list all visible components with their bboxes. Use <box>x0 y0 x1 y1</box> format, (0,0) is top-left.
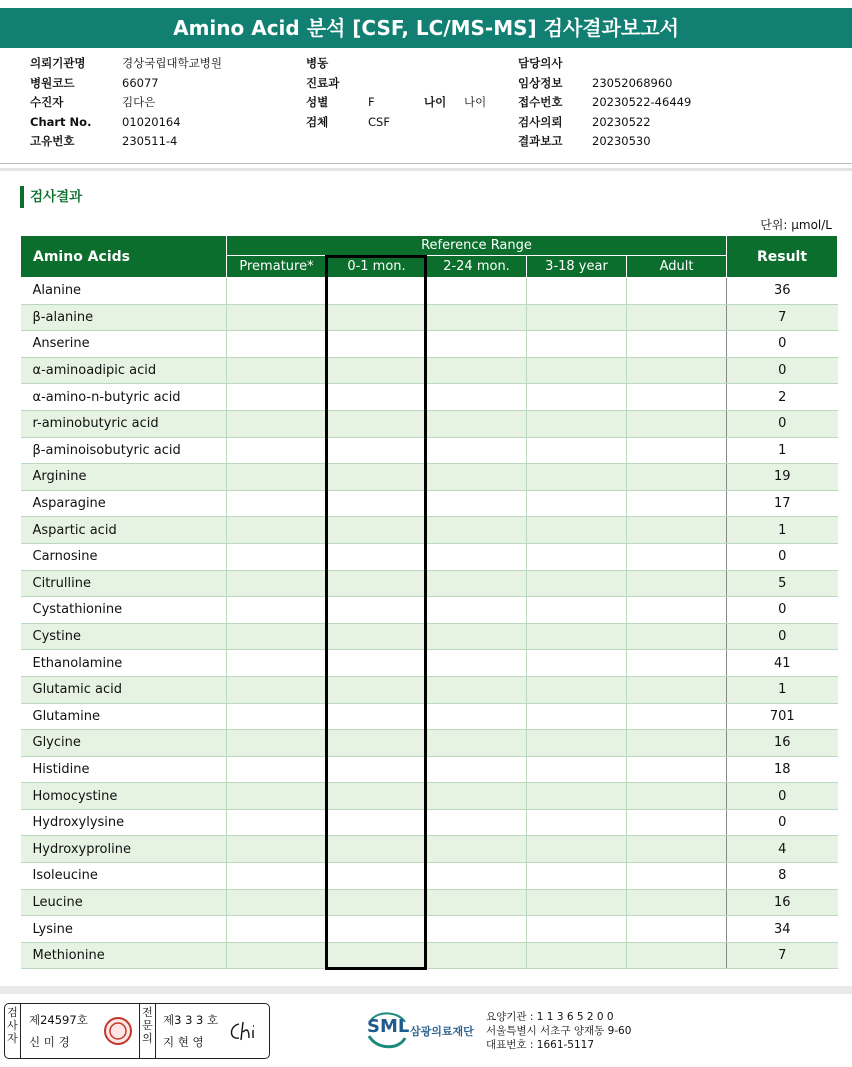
reference-cell <box>427 730 527 757</box>
header-2-24-mon: 2-24 mon. <box>427 256 527 278</box>
signature-icon <box>227 1018 265 1044</box>
table-row <box>21 331 838 358</box>
reference-cell <box>527 730 627 757</box>
reference-cell <box>327 809 427 836</box>
reference-cell <box>527 384 627 411</box>
reference-cell <box>327 703 427 730</box>
reference-cell <box>227 703 327 730</box>
reference-cell <box>627 331 727 358</box>
reference-cell <box>627 357 727 384</box>
header-0-1-mon: 0-1 mon. <box>327 256 427 278</box>
reference-cell <box>427 623 527 650</box>
info-row: 접수번호 20230522-46449 <box>518 95 692 109</box>
table-row <box>21 889 838 916</box>
reference-cell <box>527 916 627 943</box>
result-value: 34 <box>727 916 838 943</box>
result-value: 1 <box>727 437 838 464</box>
reference-cell <box>527 464 627 491</box>
reference-cell <box>527 490 627 517</box>
table-row <box>21 783 838 810</box>
info-row: 수진자 김다은 <box>30 95 156 109</box>
result-value: 1 <box>727 676 838 703</box>
reference-cell <box>327 650 427 677</box>
reference-cell <box>427 437 527 464</box>
amino-acid-name: Glutamine <box>21 703 227 730</box>
reference-cell <box>427 942 527 969</box>
sml-logo <box>365 1010 485 1054</box>
table-row <box>21 490 838 517</box>
header-3-18-year: 3-18 year <box>527 256 627 278</box>
amino-acid-name: Glutamic acid <box>21 676 227 703</box>
header-reference-range: Reference Range <box>227 236 727 256</box>
reference-cell <box>627 384 727 411</box>
reference-cell <box>427 889 527 916</box>
unit-label: 단위: μmol/L <box>760 218 832 232</box>
info-row: 의뢰기관명 경상국립대학교병원 <box>30 56 222 70</box>
table-row <box>21 517 838 544</box>
reference-cell <box>427 650 527 677</box>
result-value: 17 <box>727 490 838 517</box>
section-title: 검사결과 <box>20 186 82 208</box>
amino-acid-name: Cystathionine <box>21 597 227 624</box>
result-value: 8 <box>727 863 838 890</box>
result-value: 18 <box>727 756 838 783</box>
reference-cell <box>527 676 627 703</box>
reference-cell <box>527 783 627 810</box>
patient-info-col3 <box>518 54 691 152</box>
reference-cell <box>627 863 727 890</box>
info-row: 결과보고 20230530 <box>518 134 651 148</box>
reference-cell <box>227 357 327 384</box>
org-name: 삼광의료재단 <box>410 1025 474 1038</box>
reference-cell <box>427 836 527 863</box>
reference-cell <box>427 703 527 730</box>
reference-cell <box>427 517 527 544</box>
amino-acid-name: Isoleucine <box>21 863 227 890</box>
reference-cell <box>327 490 427 517</box>
reference-cell <box>627 490 727 517</box>
reference-cell <box>327 863 427 890</box>
reference-cell <box>527 650 627 677</box>
reference-cell <box>527 597 627 624</box>
header-adult: Adult <box>627 256 727 278</box>
reference-cell <box>627 809 727 836</box>
reference-cell <box>327 676 427 703</box>
reference-cell <box>427 278 527 305</box>
reference-cell <box>227 623 327 650</box>
info-row: 병동 <box>306 56 329 70</box>
reference-cell <box>427 597 527 624</box>
info-row: 성별 F 나이 나이 <box>306 93 486 113</box>
reference-cell <box>427 783 527 810</box>
reference-cell <box>527 809 627 836</box>
age-value: 나이 <box>464 95 487 109</box>
reference-cell <box>427 464 527 491</box>
result-value: 5 <box>727 570 838 597</box>
contact-info <box>486 1010 631 1052</box>
contact-line: 요양기관 : 1 1 3 6 5 2 0 0 <box>486 1011 614 1023</box>
reference-cell <box>327 783 427 810</box>
inspector-number: 제24597호 <box>29 1013 88 1027</box>
result-value: 7 <box>727 942 838 969</box>
reference-cell <box>227 464 327 491</box>
reference-cell <box>427 863 527 890</box>
result-value: 19 <box>727 464 838 491</box>
amino-acid-name: α-amino-n-butyric acid <box>21 384 227 411</box>
reference-cell <box>627 517 727 544</box>
amino-acid-name: Leucine <box>21 889 227 916</box>
amino-acid-name: Asparagine <box>21 490 227 517</box>
reference-cell <box>527 570 627 597</box>
table-row <box>21 863 838 890</box>
reference-cell <box>427 676 527 703</box>
amino-acid-name: Arginine <box>21 464 227 491</box>
specialist-name: 지 현 영 <box>163 1035 204 1049</box>
reference-cell <box>527 437 627 464</box>
reference-cell <box>427 357 527 384</box>
reference-cell <box>627 464 727 491</box>
table-row <box>21 809 838 836</box>
result-value: 16 <box>727 730 838 757</box>
reference-cell <box>427 384 527 411</box>
seal-icon <box>103 1016 133 1046</box>
info-row: 병원코드 66077 <box>30 75 159 90</box>
result-value: 36 <box>727 278 838 305</box>
reference-cell <box>427 304 527 331</box>
reference-cell <box>627 703 727 730</box>
amino-acid-name: β-alanine <box>21 304 227 331</box>
inspector-label: 검 사 자 <box>5 1004 21 1058</box>
result-value: 4 <box>727 836 838 863</box>
footer-divider <box>0 986 852 994</box>
reference-cell <box>227 437 327 464</box>
info-row: 담당의사 <box>518 56 563 70</box>
reference-cell <box>327 623 427 650</box>
reference-cell <box>527 410 627 437</box>
result-value: 0 <box>727 809 838 836</box>
header-result: Result <box>727 236 838 278</box>
reference-cell <box>327 437 427 464</box>
contact-line: 서울특별시 서초구 양재동 9-60 <box>486 1025 632 1037</box>
amino-acid-name: r-aminobutyric acid <box>21 410 227 437</box>
reference-cell <box>327 517 427 544</box>
reference-cell <box>527 836 627 863</box>
contact-line: 대표번호 : 1661-5117 <box>486 1039 595 1051</box>
reference-cell <box>627 889 727 916</box>
reference-cell <box>627 650 727 677</box>
reference-cell <box>527 357 627 384</box>
reference-cell <box>627 278 727 305</box>
reference-cell <box>327 410 427 437</box>
reference-cell <box>227 730 327 757</box>
reference-cell <box>627 730 727 757</box>
result-value: 0 <box>727 783 838 810</box>
reference-cell <box>427 331 527 358</box>
reference-cell <box>527 517 627 544</box>
amino-acid-name: β-aminoisobutyric acid <box>21 437 227 464</box>
reference-cell <box>627 570 727 597</box>
reference-cell <box>427 490 527 517</box>
reference-cell <box>527 543 627 570</box>
result-value: 701 <box>727 703 838 730</box>
logo-text: SML <box>367 1016 410 1037</box>
table-row <box>21 623 838 650</box>
info-row: 임상정보 23052068960 <box>518 75 673 90</box>
table-row <box>21 543 838 570</box>
reference-cell <box>427 756 527 783</box>
age-label: 나이 <box>424 95 447 109</box>
reference-cell <box>527 756 627 783</box>
reference-cell <box>627 437 727 464</box>
reference-cell <box>227 543 327 570</box>
reference-cell <box>327 331 427 358</box>
reference-cell <box>327 570 427 597</box>
reference-cell <box>227 490 327 517</box>
reference-cell <box>627 756 727 783</box>
table-row <box>21 756 838 783</box>
reference-cell <box>227 676 327 703</box>
specialist-label: 전 문 의 <box>140 1004 156 1058</box>
result-value: 41 <box>727 650 838 677</box>
reference-cell <box>227 942 327 969</box>
amino-acid-name: Carnosine <box>21 543 227 570</box>
reference-cell <box>227 517 327 544</box>
result-value: 0 <box>727 331 838 358</box>
table-row <box>21 676 838 703</box>
reference-cell <box>227 331 327 358</box>
reference-cell <box>227 410 327 437</box>
amino-acid-name: Alanine <box>21 278 227 305</box>
reference-cell <box>327 543 427 570</box>
signature-box <box>4 1003 270 1059</box>
reference-cell <box>327 597 427 624</box>
reference-cell <box>627 676 727 703</box>
result-value: 0 <box>727 410 838 437</box>
table-row <box>21 570 838 597</box>
table-row <box>21 836 838 863</box>
reference-cell <box>227 889 327 916</box>
reference-cell <box>327 464 427 491</box>
amino-acid-name: Cystine <box>21 623 227 650</box>
reference-cell <box>227 809 327 836</box>
divider <box>0 168 852 171</box>
result-value: 7 <box>727 304 838 331</box>
result-value: 0 <box>727 623 838 650</box>
reference-cell <box>627 916 727 943</box>
table-row <box>21 437 838 464</box>
reference-cell <box>227 756 327 783</box>
amino-acid-name: Histidine <box>21 756 227 783</box>
table-row <box>21 916 838 943</box>
info-row: 검체 CSF <box>306 114 390 129</box>
reference-cell <box>327 756 427 783</box>
amino-acid-name: Homocystine <box>21 783 227 810</box>
reference-cell <box>227 836 327 863</box>
reference-cell <box>327 916 427 943</box>
result-value: 0 <box>727 357 838 384</box>
results-table <box>20 235 838 969</box>
table-row <box>21 650 838 677</box>
reference-cell <box>327 357 427 384</box>
reference-cell <box>527 703 627 730</box>
reference-cell <box>527 304 627 331</box>
info-row: 고유번호 230511-4 <box>30 134 178 148</box>
reference-cell <box>327 889 427 916</box>
reference-cell <box>227 650 327 677</box>
amino-acid-name: Ethanolamine <box>21 650 227 677</box>
result-value: 16 <box>727 889 838 916</box>
table-row <box>21 278 838 305</box>
reference-cell <box>627 623 727 650</box>
table-row <box>21 304 838 331</box>
reference-cell <box>327 836 427 863</box>
reference-cell <box>427 570 527 597</box>
result-value: 1 <box>727 517 838 544</box>
reference-cell <box>327 384 427 411</box>
report-title: Amino Acid 분석 [CSF, LC/MS-MS] 검사결과보고서 <box>0 8 852 48</box>
table-row <box>21 464 838 491</box>
header-premature: Premature* <box>227 256 327 278</box>
divider <box>0 163 852 164</box>
specialist-number: 제3 3 3 호 <box>163 1013 219 1027</box>
result-value: 0 <box>727 597 838 624</box>
inspector-name: 신 미 경 <box>29 1035 70 1049</box>
reference-cell <box>327 730 427 757</box>
reference-cell <box>427 809 527 836</box>
reference-cell <box>327 278 427 305</box>
table-row <box>21 384 838 411</box>
reference-cell <box>427 410 527 437</box>
table-row <box>21 410 838 437</box>
amino-acid-name: Anserine <box>21 331 227 358</box>
reference-cell <box>627 597 727 624</box>
reference-cell <box>527 623 627 650</box>
reference-cell <box>627 543 727 570</box>
table-row <box>21 357 838 384</box>
reference-cell <box>527 278 627 305</box>
amino-acid-name: Citrulline <box>21 570 227 597</box>
amino-acid-name: Glycine <box>21 730 227 757</box>
reference-cell <box>627 942 727 969</box>
info-row: 검사의뢰 20230522 <box>518 114 651 129</box>
result-value: 2 <box>727 384 838 411</box>
amino-acid-name: Methionine <box>21 942 227 969</box>
info-row: 진료과 <box>306 75 340 90</box>
reference-cell <box>227 278 327 305</box>
reference-cell <box>227 570 327 597</box>
reference-cell <box>427 916 527 943</box>
amino-acid-name: Aspartic acid <box>21 517 227 544</box>
reference-cell <box>627 783 727 810</box>
table-row <box>21 730 838 757</box>
reference-cell <box>627 304 727 331</box>
amino-acid-name: α-aminoadipic acid <box>21 357 227 384</box>
reference-cell <box>227 863 327 890</box>
reference-cell <box>427 543 527 570</box>
info-row: Chart No. 01020164 <box>30 114 181 129</box>
patient-info-col1 <box>30 54 222 152</box>
reference-cell <box>527 863 627 890</box>
table-row <box>21 703 838 730</box>
reference-cell <box>627 410 727 437</box>
reference-cell <box>327 304 427 331</box>
reference-cell <box>527 331 627 358</box>
patient-info-col2 <box>306 54 486 132</box>
reference-cell <box>227 384 327 411</box>
amino-acid-name: Lysine <box>21 916 227 943</box>
reference-cell <box>527 942 627 969</box>
result-value: 0 <box>727 543 838 570</box>
reference-cell <box>227 783 327 810</box>
amino-acid-name: Hydroxyproline <box>21 836 227 863</box>
reference-cell <box>227 916 327 943</box>
reference-cell <box>327 942 427 969</box>
reference-cell <box>227 304 327 331</box>
reference-cell <box>227 597 327 624</box>
amino-acid-name: Hydroxylysine <box>21 809 227 836</box>
header-amino-acids: Amino Acids <box>21 236 227 278</box>
reference-cell <box>527 889 627 916</box>
table-row <box>21 597 838 624</box>
reference-cell <box>627 836 727 863</box>
table-row <box>21 942 838 969</box>
